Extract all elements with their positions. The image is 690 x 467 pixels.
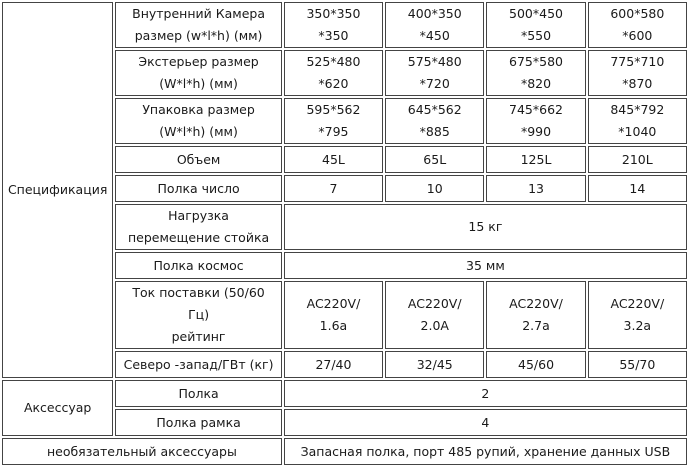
row-label: Упаковка размер (W*l*h) (мм) — [115, 98, 281, 144]
table-cell: 210L — [588, 146, 687, 173]
table-cell: 125L — [486, 146, 585, 173]
row-label: Северо -запад/ГВт (кг) — [115, 351, 281, 378]
row-label: Полка рамка — [115, 409, 281, 436]
table-cell: 845*792 *1040 — [588, 98, 687, 144]
optional-accessories-label: необязательный аксессуары — [2, 438, 282, 465]
table-cell: 575*480 *720 — [385, 50, 484, 96]
table-cell: 775*710 *870 — [588, 50, 687, 96]
optional-accessories-value: Запасная полка, порт 485 рупий, хранение данных USB — [284, 438, 687, 465]
table-cell: 45/60 — [486, 351, 585, 378]
row-label: Нагрузка перемещение стойка — [115, 204, 281, 250]
table-cell: 27/40 — [284, 351, 383, 378]
table-cell-merged: 35 мм — [284, 252, 687, 279]
table-cell: 14 — [588, 175, 687, 202]
table-cell: 7 — [284, 175, 383, 202]
table-cell: 745*662 *990 — [486, 98, 585, 144]
row-label: Объем — [115, 146, 281, 173]
table-cell: 500*450 *550 — [486, 2, 585, 48]
group-label-specification: Спецификация — [2, 2, 113, 378]
table-cell: AC220V/ 2.7a — [486, 281, 585, 349]
table-cell: 65L — [385, 146, 484, 173]
table-cell: AC220V/ 2.0A — [385, 281, 484, 349]
table-cell: 675*580 *820 — [486, 50, 585, 96]
group-label-accessory: Аксессуар — [2, 380, 113, 436]
table-cell: 32/45 — [385, 351, 484, 378]
table-cell: 350*350 *350 — [284, 2, 383, 48]
table-cell: 10 — [385, 175, 484, 202]
table-cell: 600*580 *600 — [588, 2, 687, 48]
row-label: Полка — [115, 380, 281, 407]
table-row — [2, 438, 687, 465]
row-label: Экстерьер размер (W*l*h) (мм) — [115, 50, 281, 96]
table-cell: 55/70 — [588, 351, 687, 378]
table-cell: AC220V/ 1.6a — [284, 281, 383, 349]
table-cell-merged: 15 кг — [284, 204, 687, 250]
row-label: Полка космос — [115, 252, 281, 279]
table-cell: 13 — [486, 175, 585, 202]
row-label: Внутренний Камера размер (w*l*h) (мм) — [115, 2, 281, 48]
row-label: Ток поставки (50/60 Гц) рейтинг — [115, 281, 281, 349]
table-cell-merged: 4 — [284, 409, 687, 436]
table-cell: 45L — [284, 146, 383, 173]
table-cell-merged: 2 — [284, 380, 687, 407]
table-cell: AC220V/ 3.2a — [588, 281, 687, 349]
table-row — [2, 2, 687, 48]
row-label: Полка число — [115, 175, 281, 202]
table-cell: 595*562 *795 — [284, 98, 383, 144]
table-row — [2, 380, 687, 407]
table-cell: 400*350 *450 — [385, 2, 484, 48]
table-cell: 645*562 *885 — [385, 98, 484, 144]
table-cell: 525*480 *620 — [284, 50, 383, 96]
